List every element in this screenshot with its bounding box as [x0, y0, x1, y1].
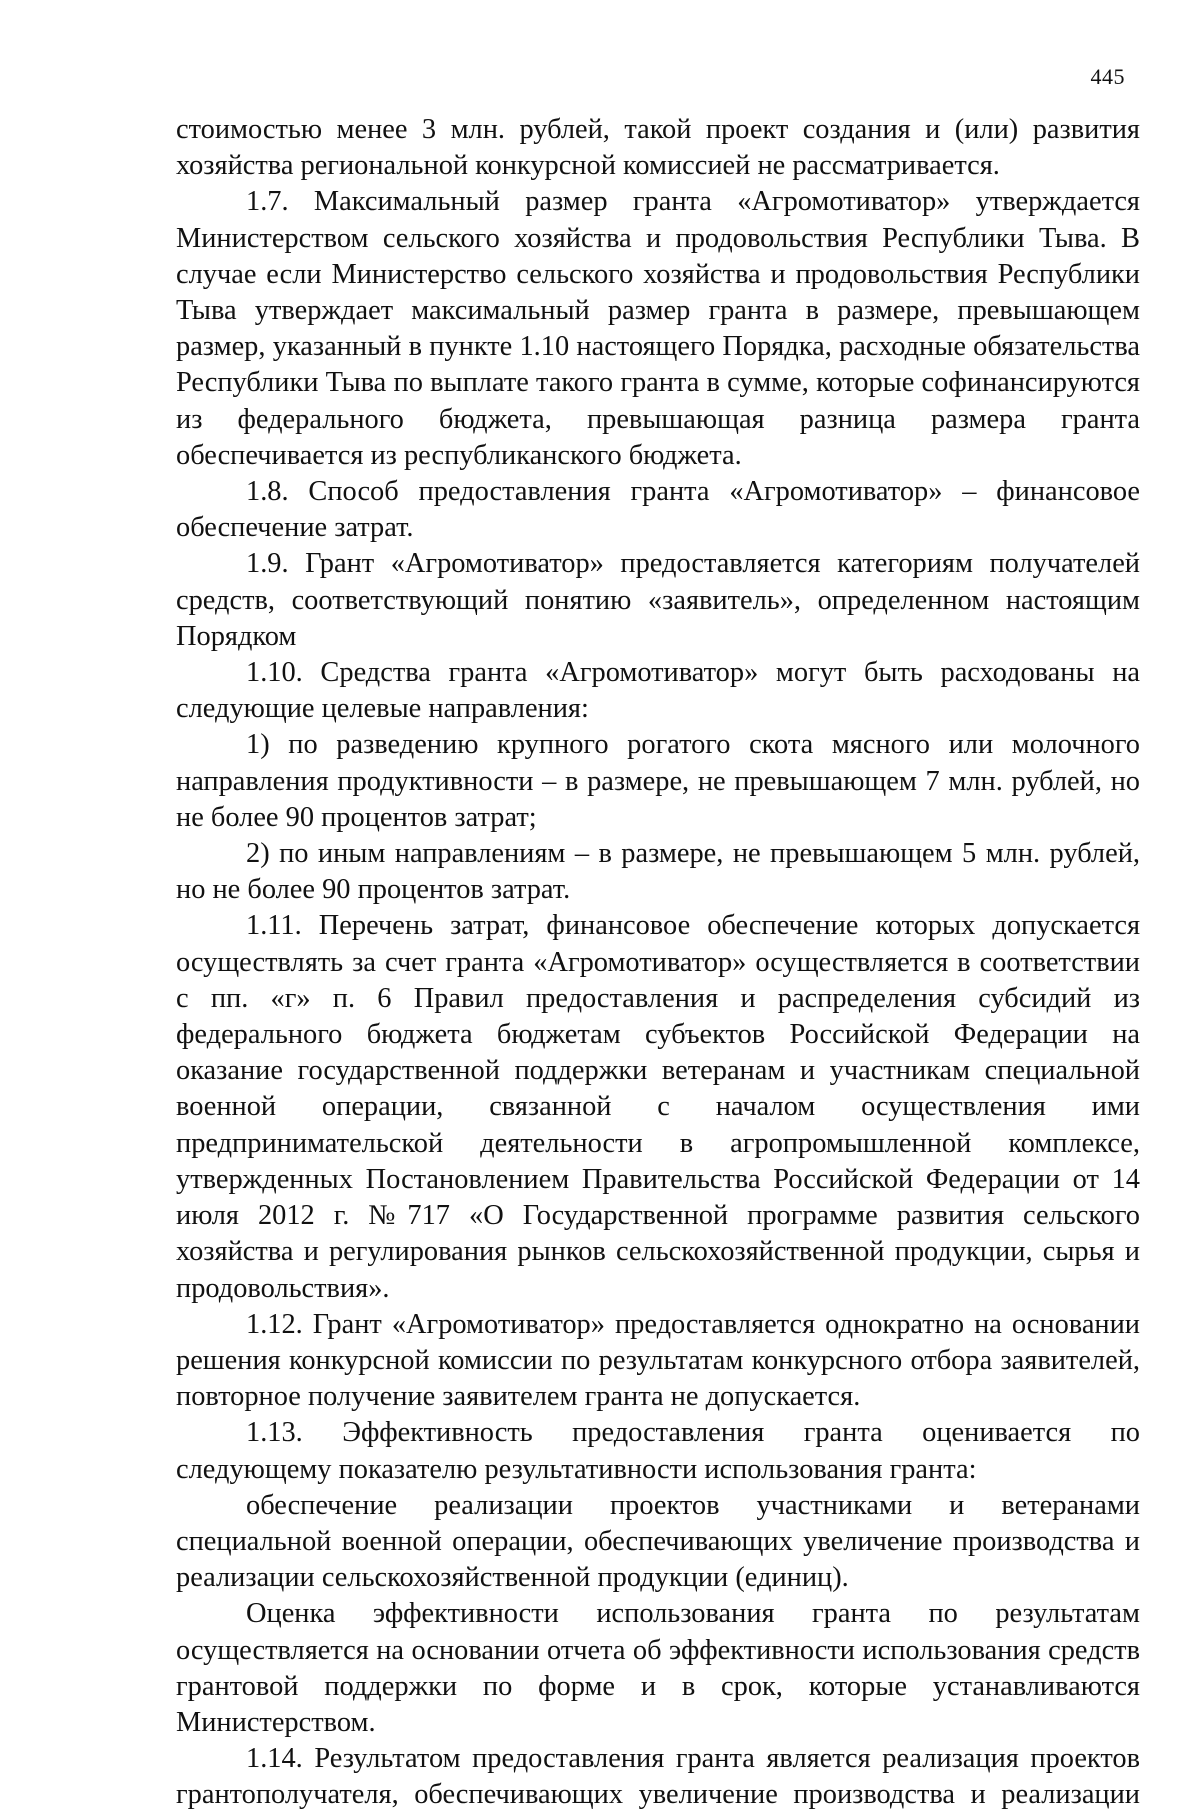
paragraph-1-14: 1.14. Результатом предоставления гранта является реализация проектов грантополучателя, обеспечивающих увеличение производства и реализации	[176, 1743, 1140, 1811]
list-item-2: 2) по иным направлениям – в размере, не превышающем 5 млн. рублей, но не более 90 процентов затрат.	[176, 838, 1140, 906]
paragraph-1-10: 1.10. Средства гранта «Агромотиватор» могут быть расходованы на следующие целевые направления:	[176, 657, 1140, 725]
paragraph-1-8: 1.8. Способ предоставления гранта «Агромотиватор» – финансовое обеспечение затрат.	[176, 476, 1140, 544]
list-item-1: 1) по разведению крупного рогатого скота мясного или молочного направления продуктивности – в размере, не превышающем 7 млн. рублей, но не более 90 процентов затрат;	[176, 729, 1140, 833]
paragraph-1-7: 1.7. Максимальный размер гранта «Агромотиватор» утверждается Министерством сельского хозяйства и продовольствия Республики Тыва. В случае если Министерство сельского хозяйства и продовольствия Республики Тыва утверждает максимальный размер гранта в размере, превышающем размер, указанный в пункте 1.10 настоящего Порядка, расходные обязательства Республики Тыва по выплате такого гранта в сумме, которые софинансируются из федерального бюджета, превышающая разница размера гранта обеспечивается из республиканского бюджета.	[176, 186, 1140, 471]
indicator-paragraph: обеспечение реализации проектов участниками и ветеранами специальной военной операции, обеспечивающих увеличение производства и реализации сельскохозяйственной продукции (единиц).	[176, 1489, 1140, 1594]
paragraph-1-12: 1.12. Грант «Агромотиватор» предоставляется однократно на основании решения конкурсной комиссии по результатам конкурсного отбора заявителей, повторное получение заявителем гранта не допускается.	[176, 1308, 1140, 1413]
paragraph-1-13: 1.13. Эффективность предоставления гранта оценивается по следующему показателю результативности использования гранта:	[176, 1417, 1140, 1485]
page-number: 445	[1090, 64, 1125, 89]
paragraph-continuation: стоимостью менее 3 млн. рублей, такой проект создания и (или) развития хозяйства региональной конкурсной комиссией не рассматривается.	[176, 114, 1140, 182]
paragraph-1-11: 1.11. Перечень затрат, финансовое обеспечение которых допускается осуществлять за счет гранта «Агромотиватор» осуществляется в соответствии с пп. «г» п. 6 Правил предоставления и распределения субсидий из федерального бюджета бюджетам субъектов Российской Федерации на оказание государственной поддержки ветеранам и участникам специальной военной операции, связанной с началом осуществления ими предпринимательской деятельности в агропромышленной комплексе, утвержденных Постановлением Правительства Российской Федерации от 14 июля 2012 г. №717 «О Государственной программе развития сельского хозяйства и регулирования рынков сельскохозяйственной продукции, сырья и продовольствия».	[176, 910, 1140, 1304]
document-body	[176, 112, 1140, 1814]
evaluation-paragraph: Оценка эффективности использования гранта по результатам осуществляется на основании отчета об эффективности использования средств грантовой поддержки по форме и в срок, которые устанавливаются Министерством.	[176, 1598, 1140, 1738]
paragraph-1-9: 1.9. Грант «Агромотиватор» предоставляется категориям получателей средств, соответствующий понятию «заявитель», определенном настоящим Порядком	[176, 548, 1140, 652]
